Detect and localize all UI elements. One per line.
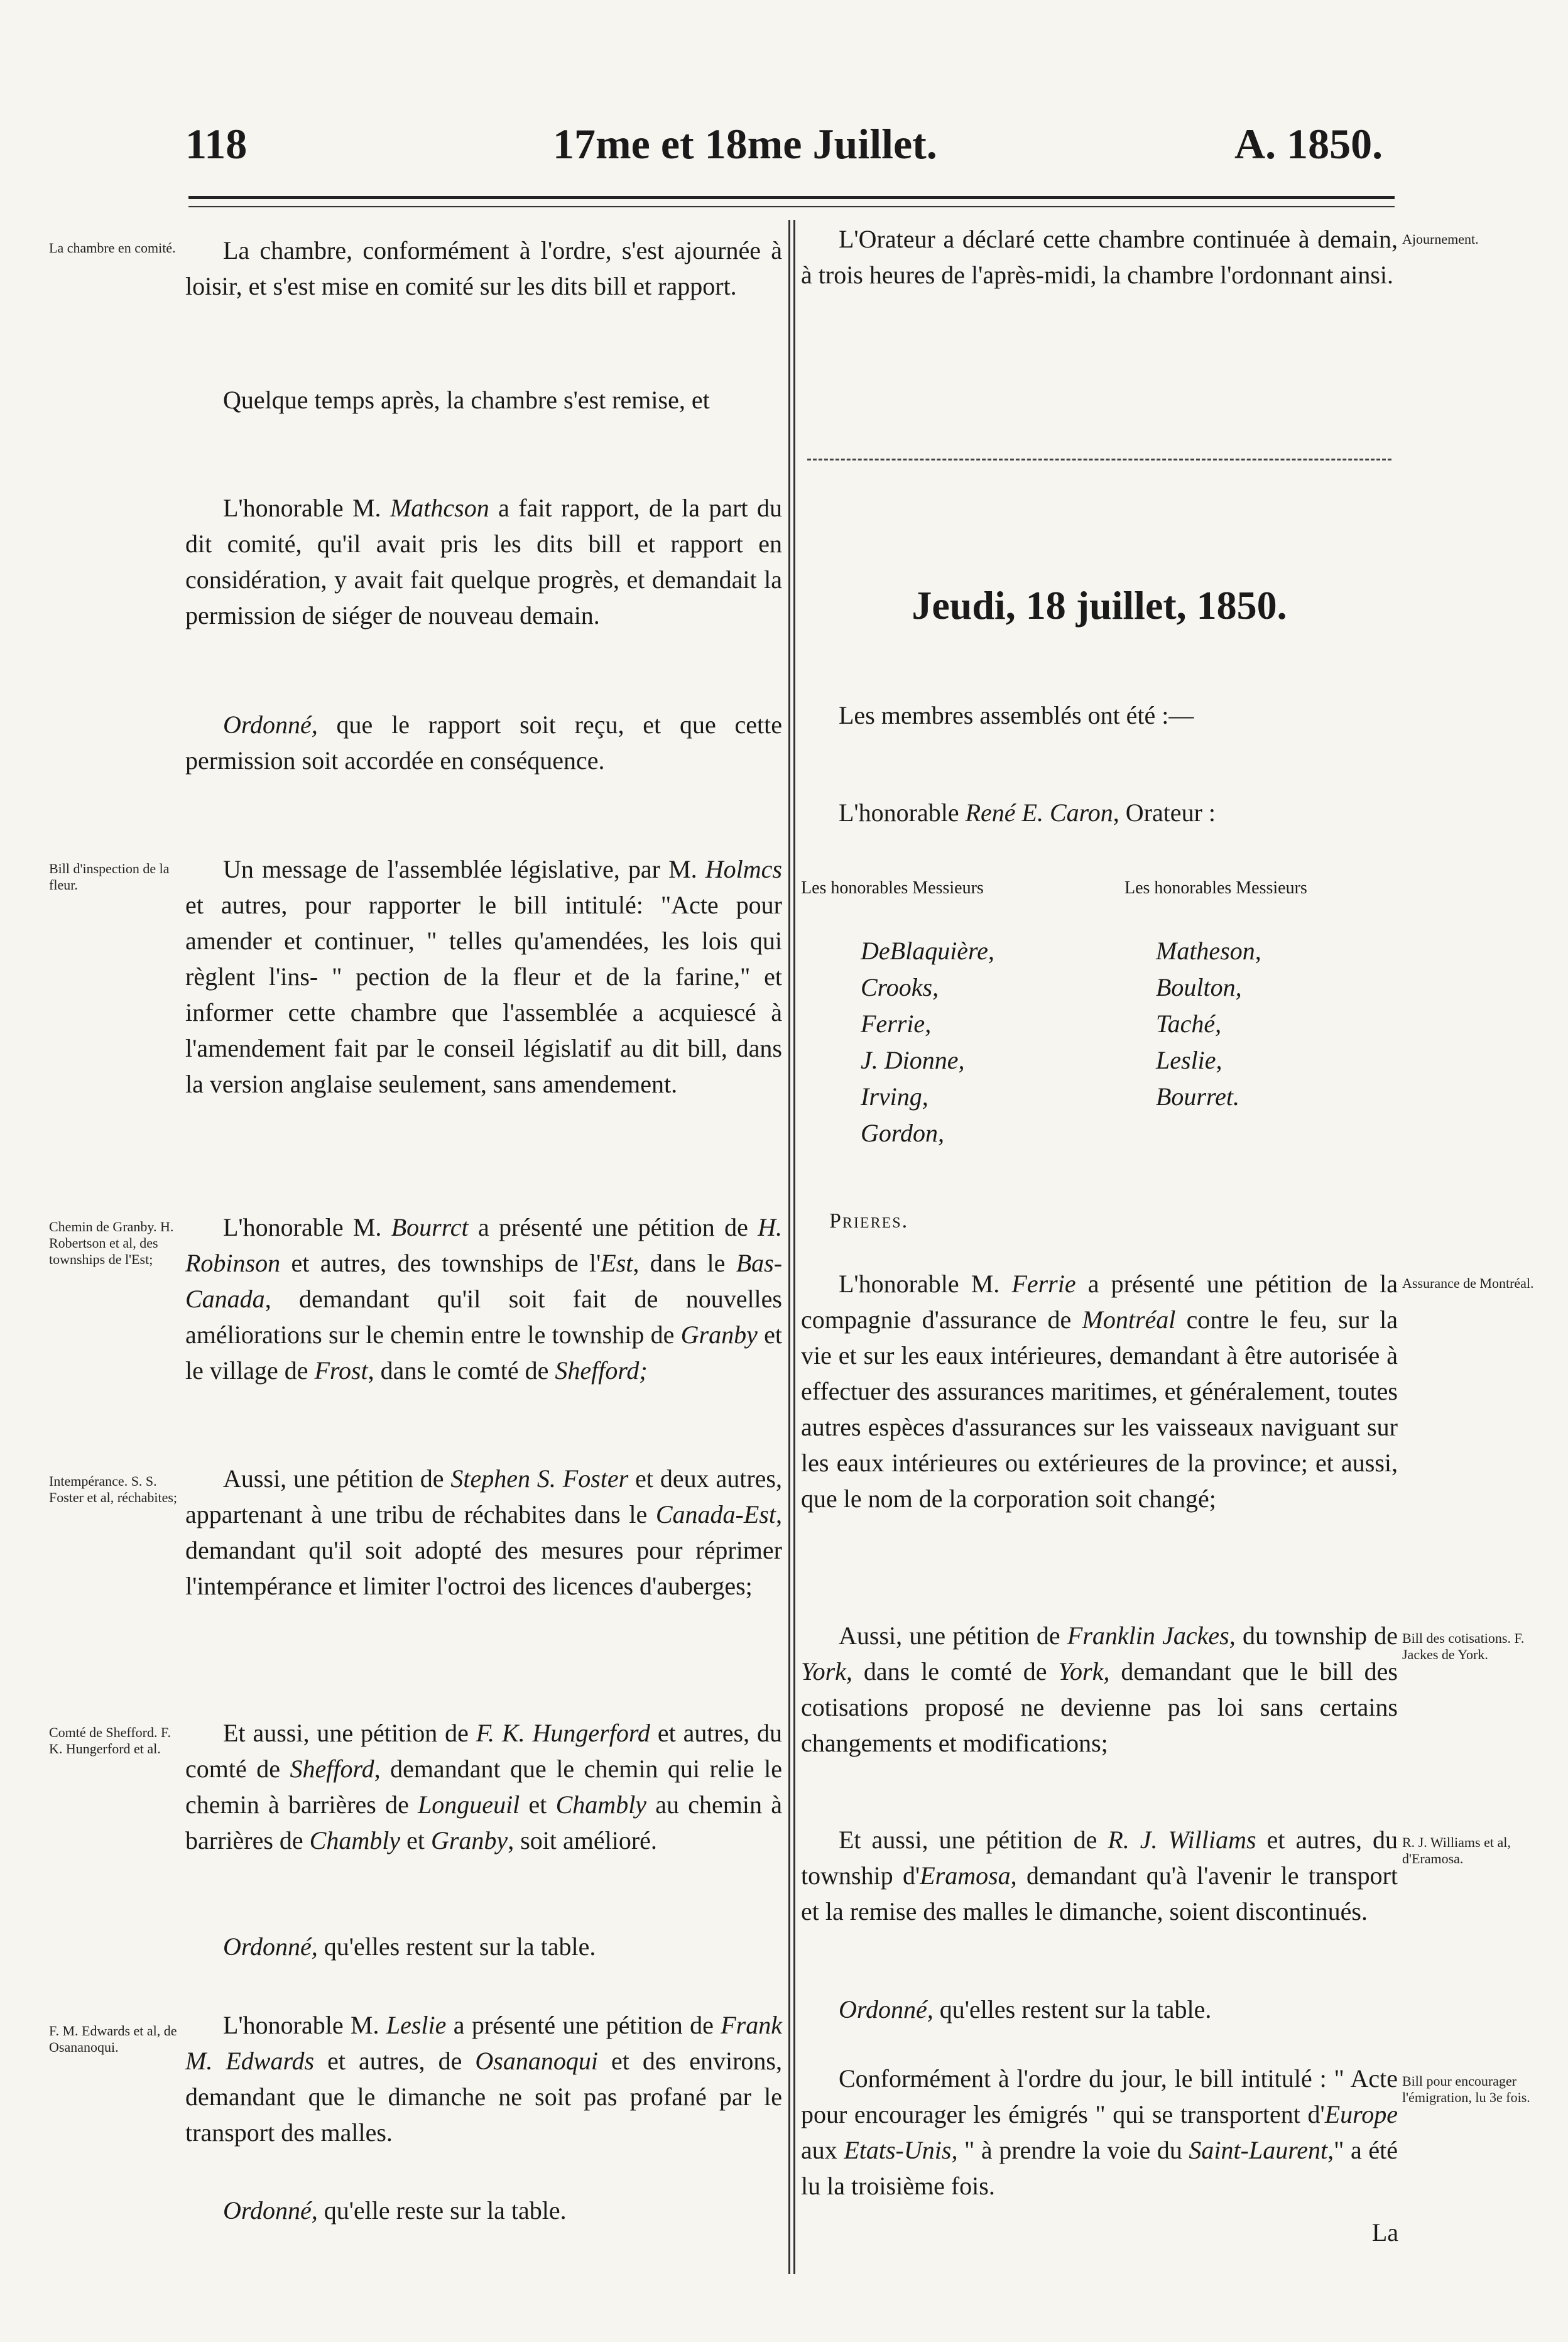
catchword: La — [1371, 2218, 1398, 2247]
member-name: Leslie, — [1156, 1046, 1222, 1074]
column-divider — [793, 220, 795, 2274]
paragraph: Ordonné, qu'elles restent sur la table. — [839, 1995, 1212, 2023]
paragraph: La chambre, conformément à l'ordre, s'est ajournée à loisir, et s'est mise en comité sur les dits bill et rapport. — [185, 236, 782, 300]
paragraph: Ordonné, qu'elle reste sur la table. — [223, 2196, 567, 2225]
member-name: Boulton, — [1156, 973, 1242, 1001]
paragraph: Et aussi, une pétition de F. K. Hungerford et autres, du comté de Shefford, demandant que le chemin qui relie le chemin à barrières de Longueuil et Chambly au chemin à barrières de Chambly et Granby, soit amélioré. — [185, 1719, 783, 1855]
paragraph: Un message de l'assemblée législative, par M. Holmcs et autres, pour rapporter le bill intitulé: "Acte pour amender et continuer, " telles qu'amendées, les lois qui règlent l'ins- " pection de la fleur et de la farine," et informer cette chambre que l'assemblée a acquiescé à l'amendement fait par le conseil législatif au dit bill, dans la version anglaise seulement, sans amendement. — [185, 855, 782, 1098]
section-rule — [807, 459, 1391, 460]
margin-note: Comté de Shefford. F. K. Hungerford et al. — [49, 1724, 171, 1756]
member-name: Taché, — [1156, 1010, 1222, 1038]
header-rule-thin — [188, 206, 1395, 207]
member-name: J. Dionne, — [861, 1046, 965, 1074]
margin-note: Bill des cotisations. F. Jackes de York. — [1402, 1630, 1525, 1662]
member-name: Gordon, — [861, 1119, 944, 1147]
paragraph: Aussi, une pétition de Stephen S. Foster et deux autres, appartenant à une tribu de réchabites dans le Canada-Est, demandant qu'il soit adopté des mesures pour réprimer l'intempérance et limiter l'octroi des licences d'auberges; — [185, 1464, 782, 1600]
margin-note: Ajournement. — [1402, 231, 1479, 247]
column-divider — [788, 220, 790, 2274]
member-name: Matheson, — [1156, 937, 1261, 965]
paragraph: Conformément à l'ordre du jour, le bill intitulé : " Acte pour encourager les émigrés " qui se transportent d'Europe aux Etats-Unis, " à prendre la voie du Saint-Laurent," a été lu la troisième fois. — [801, 2064, 1398, 2200]
paragraph: Les membres assemblés ont été :— — [839, 701, 1194, 729]
margin-note: F. M. Edwards et al, de Osananoqui. — [49, 2023, 177, 2055]
section-prieres: Prieres. — [829, 1209, 909, 1233]
paragraph: Aussi, une pétition de Franklin Jackes, du township de York, dans le comté de York, demandant que le bill des cotisations proposé ne devienne pas loi sans certains changements et modifications; — [801, 1621, 1398, 1757]
paragraph: Ordonné, qu'elles restent sur la table. — [223, 1932, 596, 1961]
paragraph: L'honorable René E. Caron, Orateur : — [839, 798, 1216, 827]
margin-note: Chemin de Granby. H. Robertson et al, des townships de l'Est; — [49, 1219, 174, 1267]
margin-note: Assurance de Montréal. — [1402, 1275, 1534, 1291]
date-heading: Jeudi, 18 juillet, 1850. — [912, 583, 1287, 628]
margin-note: La chambre en comité. — [49, 240, 176, 256]
member-name: DeBlaquière, — [861, 937, 994, 965]
member-name: Bourret. — [1156, 1082, 1239, 1111]
member-name: Ferrie, — [861, 1010, 932, 1038]
paragraph: Ordonné, que le rapport soit reçu, et que cette permission soit accordée en conséquence. — [185, 711, 782, 775]
paragraph: L'honorable M. Mathcson a fait rapport, de la part du dit comité, qu'il avait pris les dits bill et rapport en considération, y avait fait quelque progrès, et demandait la permission de siéger de nouveau demain. — [185, 494, 783, 629]
paragraph: L'Orateur a déclaré cette chambre continuée à demain, à trois heures de l'après-midi, la chambre l'ordonnant ainsi. — [801, 225, 1398, 289]
paragraph: Quelque temps après, la chambre s'est remise, et — [223, 386, 710, 414]
margin-note: R. J. Williams et al, d'Eramosa. — [1402, 1834, 1511, 1866]
margin-note: Intempérance. S. S. Foster et al, réchabites; — [49, 1473, 178, 1505]
paragraph: L'honorable M. Leslie a présenté une pétition de Frank M. Edwards et autres, de Osananoqui et des environs, demandant que le dimanche ne soit pas profané par le transport des malles. — [185, 2011, 782, 2147]
names-header-right: Les honorables Messieurs — [1124, 878, 1307, 898]
page-number: 118 — [185, 120, 248, 168]
margin-note: Bill pour encourager l'émigration, lu 3e fois. — [1402, 2073, 1530, 2105]
paragraph: L'honorable M. Ferrie a présenté une pétition de la compagnie d'assurance de Montréal contre le feu, sur la vie et sur les eaux intérieures, demandant à être autorisée à effectuer des assurances maritimes, et généralement, toutes autres espèces d'assurances sur les vaisseaux naviguant sur les eaux intérieures ou extérieures de la province; et aussi, que le nom de la corporation soit changé; — [801, 1270, 1398, 1513]
header-rule-thick — [188, 196, 1395, 199]
paragraph: Et aussi, une pétition de R. J. Williams et autres, du township d'Eramosa, demandant qu'à l'avenir le transport et la remise des malles le dimanche, soient discontinués. — [801, 1826, 1398, 1925]
margin-note: Bill d'inspection de la fleur. — [49, 861, 170, 893]
names-header-left: Les honorables Messieurs — [801, 878, 984, 898]
paragraph: L'honorable M. Bourrct a présenté une pétition de H. Robinson et autres, des townships de l'Est, dans le Bas-Canada, demandant qu'il soit fait de nouvelles améliorations sur le chemin entre le township de Granby et le village de Frost, dans le comté de Shefford; — [185, 1213, 783, 1385]
member-name: Irving, — [861, 1082, 928, 1111]
page-title: 17me et 18me Juillet. — [553, 120, 937, 168]
page-year: A. 1850. — [1234, 120, 1383, 168]
member-name: Crooks, — [861, 973, 939, 1001]
